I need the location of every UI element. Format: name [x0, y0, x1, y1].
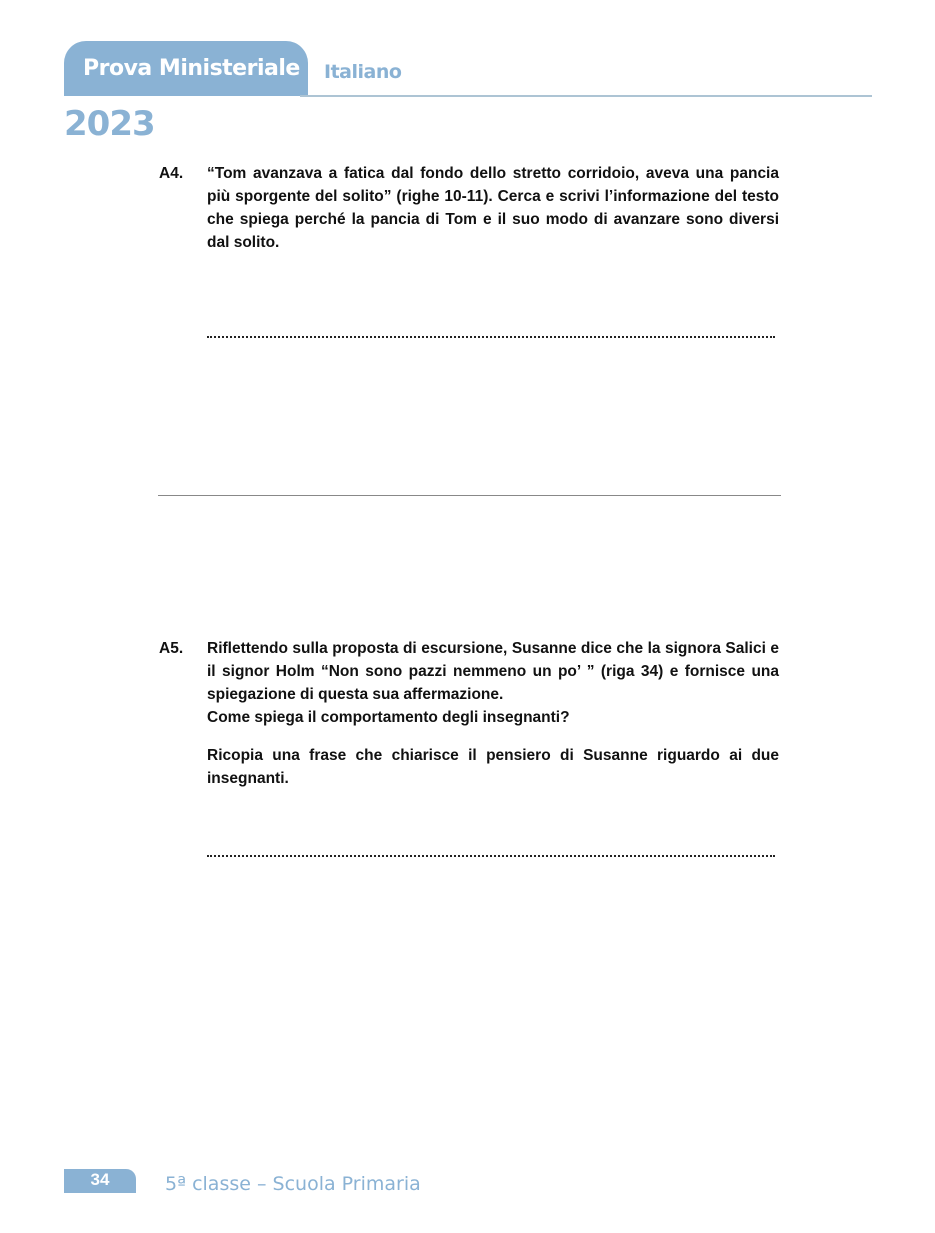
section-divider [158, 495, 781, 496]
question-text: Come spiega il comportamento degli insegnanti? [207, 709, 570, 726]
question-text: Riflettendo sulla proposta di escursione, Susanne dice che la signora Salici e il signor Holm “Non sono pazzi nemmeno un po’ ” (riga 34) e fornisce una spiegazione di questa sua affermazione. [207, 640, 779, 703]
subject-label: Italiano [324, 61, 402, 83]
footer-text: 5ª classe – Scuola Primaria [165, 1173, 421, 1195]
header-rule [300, 95, 872, 97]
year-label: 2023 [64, 104, 155, 144]
question-text: “Tom avanzava a fatica dal fondo dello stretto corridoio, aveva una pancia più sporgente del solito” (righe 10-11). Cerca e scrivi l’informazione del testo che spiega perché la pancia di Tom e il suo modo di avanzare sono diversi dal solito. [207, 165, 779, 251]
question-number: A4. [159, 165, 184, 182]
question-number: A5. [159, 640, 184, 657]
question-a4 [159, 162, 779, 254]
header-title: Prova Ministeriale [83, 56, 300, 81]
question-instruction: Ricopia una frase che chiarisce il pensiero di Susanne riguardo ai due insegnanti. [207, 747, 779, 787]
answer-line-a5[interactable] [207, 853, 775, 857]
answer-line-a4[interactable] [207, 334, 775, 338]
question-a5 [159, 637, 779, 790]
page-number: 34 [90, 1170, 110, 1189]
